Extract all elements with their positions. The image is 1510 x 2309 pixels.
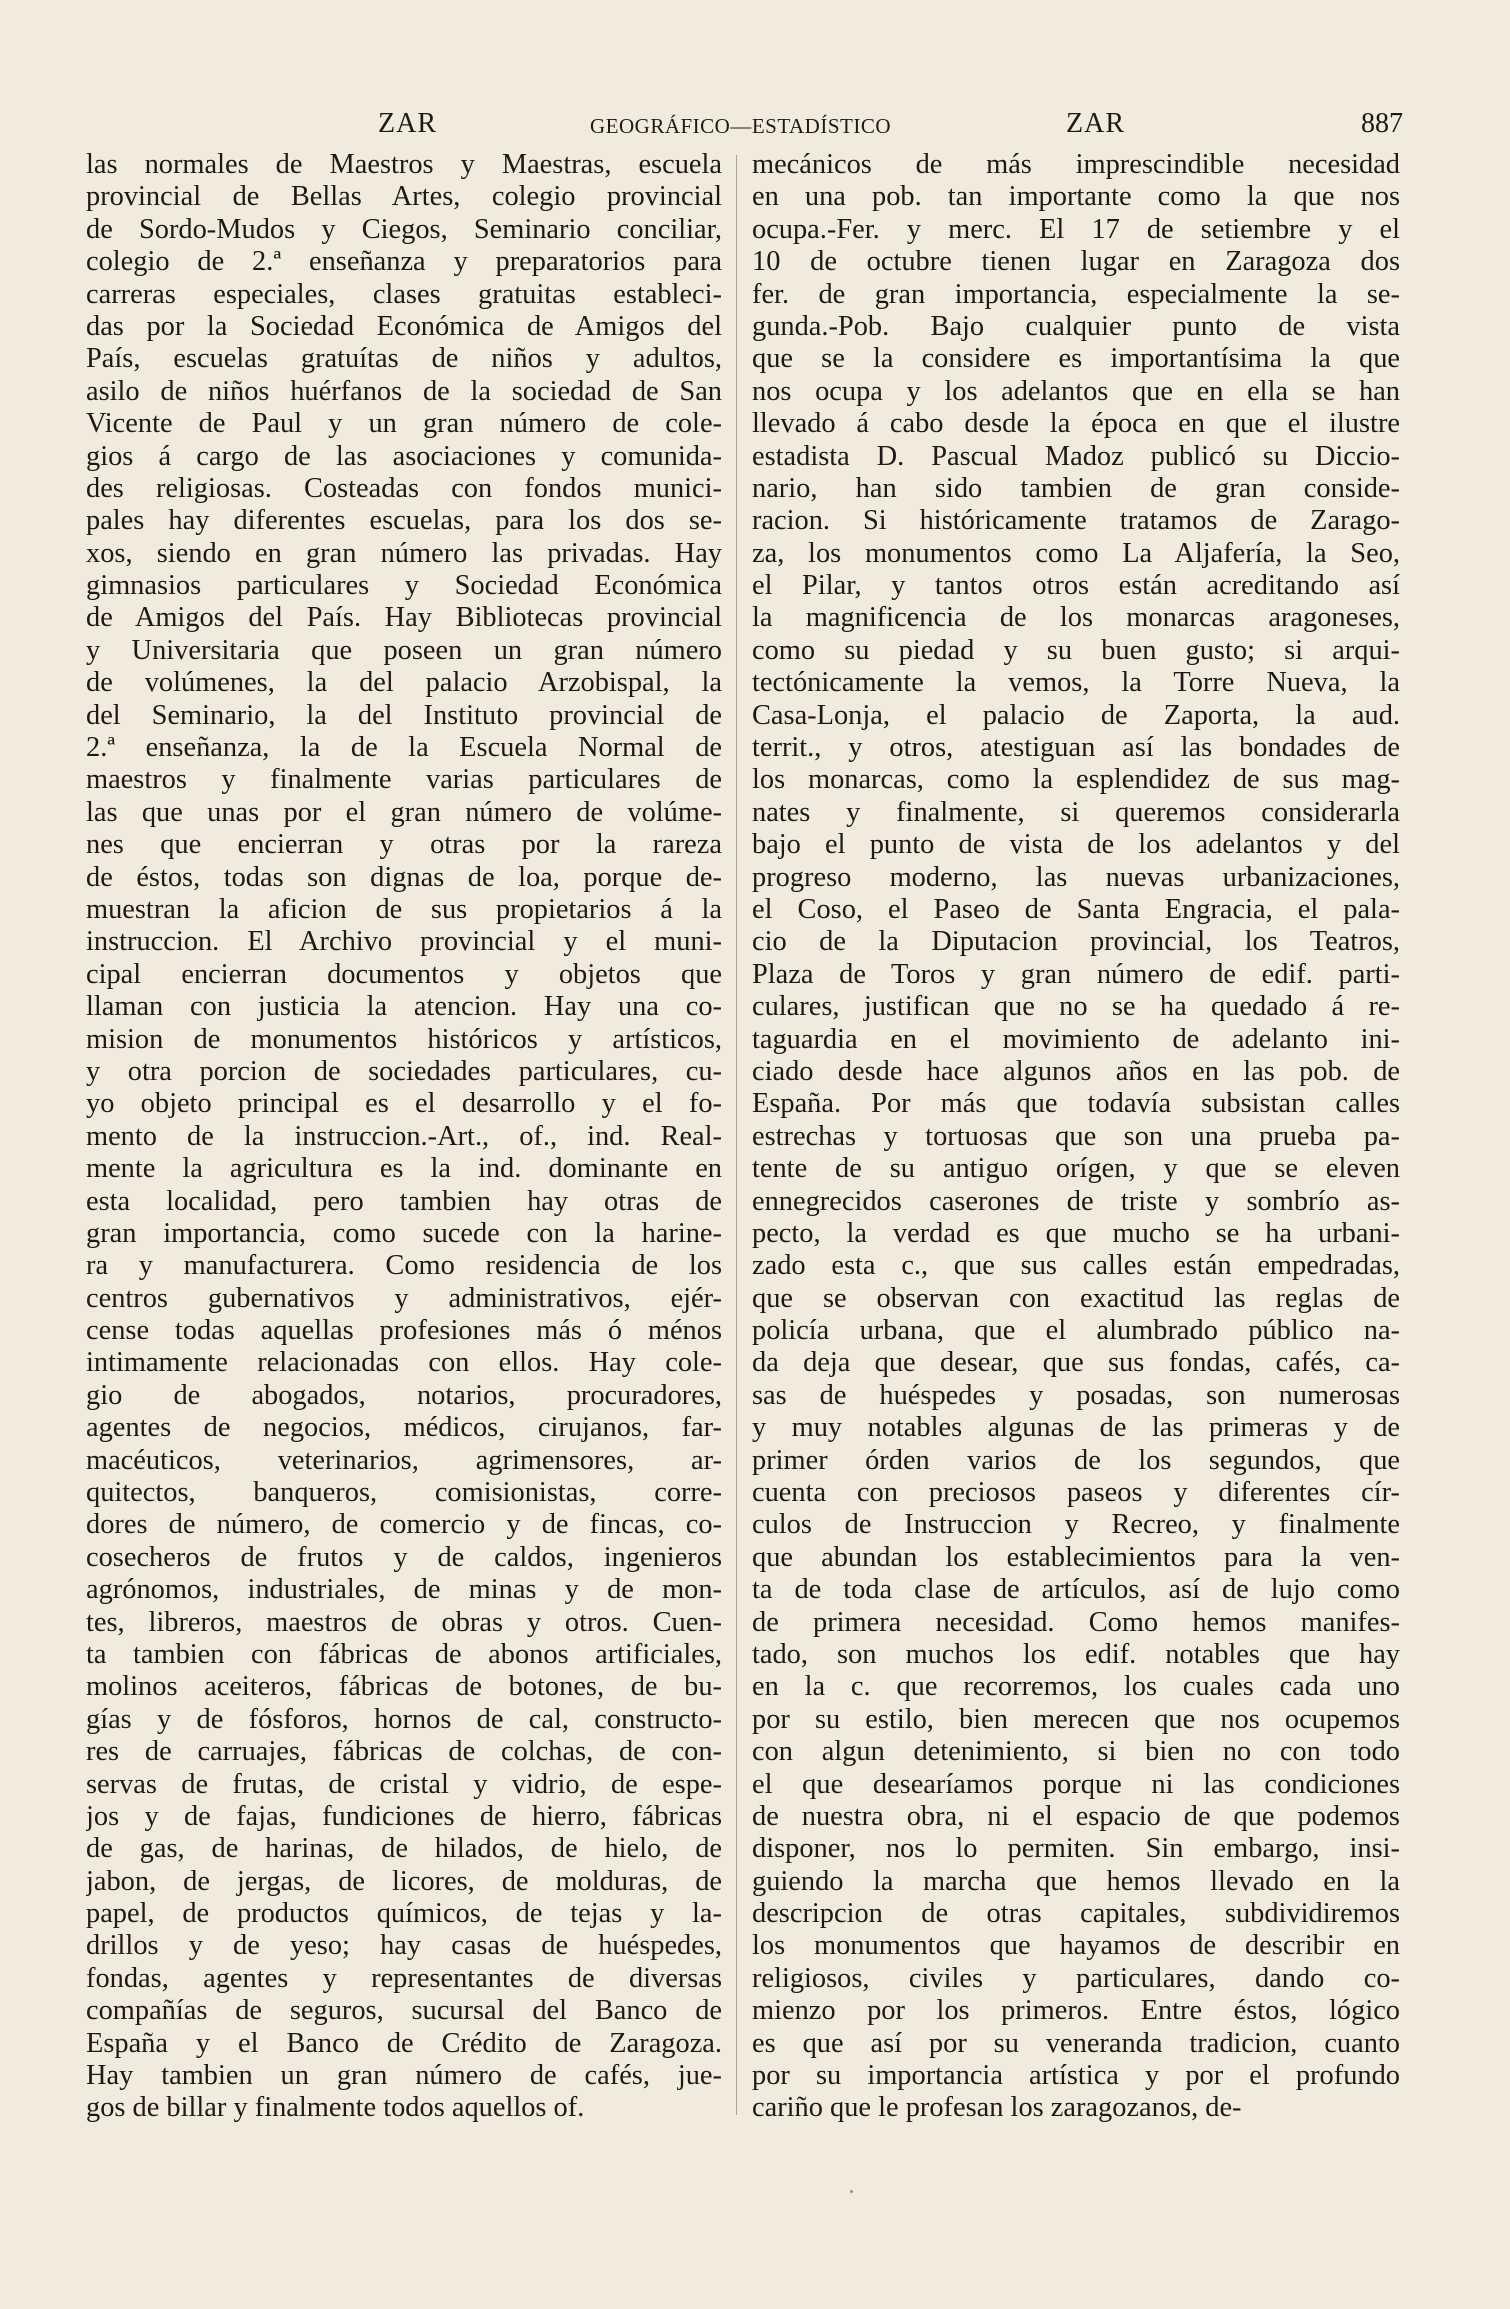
text-line: gimnasios particulares y Sociedad Económica	[86, 570, 722, 602]
text-line: yo objeto principal es el desarrollo y el fo-	[86, 1088, 722, 1120]
left-column	[86, 149, 722, 2125]
text-line: de volúmenes, la del palacio Arzobispal, la	[86, 667, 722, 699]
text-line: con algun detenimiento, si bien no con todo	[752, 1736, 1400, 1768]
text-line: Vicente de Paul y un gran número de cole-	[86, 408, 722, 440]
text-line: cariño que le profesan los zaragozanos, de-	[752, 2092, 1242, 2124]
text-line: 2.ª enseñanza, la de la Escuela Normal de	[86, 732, 722, 764]
text-line: de primera necesidad. Como hemos manifes-	[752, 1606, 1400, 1638]
text-line: como su piedad y su buen gusto; si arqui-	[752, 634, 1400, 666]
text-line: jos y de fajas, fundiciones de hierro, fábricas	[86, 1800, 722, 1832]
text-line: nos ocupa y los adelantos que en ella se han	[752, 375, 1400, 407]
text-line: tes, libreros, maestros de obras y otros. Cuen-	[86, 1606, 722, 1638]
text-line: los monumentos que hayamos de describir en	[752, 1930, 1400, 1962]
text-line: cipal encierran documentos y objetos que	[86, 958, 722, 990]
text-line: el Pilar, y tantos otros están acreditando así	[752, 570, 1400, 602]
text-line: sas de huéspedes y posadas, son numerosas	[752, 1379, 1400, 1411]
text-line: esta localidad, pero tambien hay otras de	[86, 1185, 722, 1217]
text-line: tado, son muchos los edif. notables que hay	[752, 1638, 1400, 1670]
text-line: en la c. que recorremos, los cuales cada uno	[752, 1671, 1400, 1703]
text-line: estrechas y tortuosas que son una prueba pa-	[752, 1120, 1400, 1152]
text-line: instruccion. El Archivo provincial y el muni-	[86, 926, 722, 958]
text-line: ta tambien con fábricas de abonos artificiales,	[86, 1638, 722, 1670]
text-line: gios á cargo de las asociaciones y comunida-	[86, 440, 722, 472]
text-line: de éstos, todas son dignas de loa, porque de-	[86, 861, 722, 893]
text-line: agentes de negocios, médicos, cirujanos, far-	[86, 1412, 722, 1444]
running-header	[86, 108, 1406, 148]
text-line: macéuticos, veterinarios, agrimensores, ar-	[86, 1444, 722, 1476]
text-line: guiendo la marcha que hemos llevado en la	[752, 1865, 1400, 1897]
text-line: que se la considere es importantísima la que	[752, 343, 1400, 375]
text-line: das por la Sociedad Económica de Amigos del	[86, 310, 722, 342]
text-line: España. Por más que todavía subsistan calles	[752, 1088, 1400, 1120]
text-line: taguardia en el movimiento de adelanto ini-	[752, 1023, 1400, 1055]
text-line: zado esta c., que sus calles están empedradas,	[752, 1250, 1400, 1282]
text-line: jabon, de jergas, de licores, de molduras, de	[86, 1865, 722, 1897]
text-line: agrónomos, industriales, de minas y de mon-	[86, 1574, 722, 1606]
text-line: progreso moderno, las nuevas urbanizaciones,	[752, 861, 1400, 893]
text-line: y otra porcion de sociedades particulares, cu-	[86, 1055, 722, 1087]
text-line: quitectos, banqueros, comisionistas, corre-	[86, 1477, 722, 1509]
text-line: cosecheros de frutos y de caldos, ingenieros	[86, 1541, 722, 1573]
text-line: centros gubernativos y administrativos, ejér-	[86, 1282, 722, 1314]
text-line: ocupa.-Fer. y merc. El 17 de setiembre y el	[752, 213, 1400, 245]
text-line: 10 de octubre tienen lugar en Zaragoza dos	[752, 246, 1400, 278]
text-line: des religiosas. Costeadas con fondos munici-	[86, 472, 722, 504]
text-line: gunda.-Pob. Bajo cualquier punto de vista	[752, 310, 1400, 342]
text-line: de nuestra obra, ni el espacio de que podemos	[752, 1800, 1400, 1832]
text-line: za, los monumentos como La Aljafería, la Seo,	[752, 537, 1400, 569]
text-line: llevado á cabo desde la época en que el ilustre	[752, 408, 1400, 440]
text-line: Casa-Lonja, el palacio de Zaporta, la aud.	[752, 699, 1400, 731]
text-line: es que así por su veneranda tradicion, cuanto	[752, 2027, 1400, 2059]
text-line: del Seminario, la del Instituto provincial de	[86, 699, 722, 731]
text-line: da deja que desear, que sus fondas, cafés, ca-	[752, 1347, 1400, 1379]
text-line: provincial de Bellas Artes, colegio provincial	[86, 181, 722, 213]
text-line: ciado desde hace algunos años en las pob. de	[752, 1055, 1400, 1087]
text-line: ennegrecidos caserones de triste y sombrío as-	[752, 1185, 1400, 1217]
header-left-word: ZAR	[378, 108, 437, 139]
text-line: nates y finalmente, si queremos considerarla	[752, 796, 1400, 828]
text-line: disponer, nos lo permiten. Sin embargo, insi-	[752, 1833, 1400, 1865]
text-line: cuenta con preciosos paseos y diferentes cír-	[752, 1477, 1400, 1509]
header-right-word: ZAR	[1066, 108, 1125, 139]
text-line: mienzo por los primeros. Entre éstos, lógico	[752, 1995, 1400, 2027]
column-divider	[736, 155, 737, 2115]
text-line: las normales de Maestros y Maestras, escuela	[86, 149, 722, 180]
text-line: cio de la Diputacion provincial, los Teatros,	[752, 926, 1400, 958]
text-line: religiosos, civiles y particulares, dando co-	[752, 1962, 1400, 1994]
text-line: res de carruajes, fábricas de colchas, de con-	[86, 1736, 722, 1768]
text-line: Plaza de Toros y gran número de edif. parti-	[752, 958, 1400, 990]
text-line: cense todas aquellas profesiones más ó ménos	[86, 1315, 722, 1347]
text-line: de Sordo-Mudos y Ciegos, Seminario conciliar,	[86, 213, 722, 245]
text-line: gio de abogados, notarios, procuradores,	[86, 1379, 722, 1411]
text-line: las que unas por el gran número de volúme-	[86, 796, 722, 828]
text-line: el Coso, el Paseo de Santa Engracia, el pala-	[752, 893, 1400, 925]
text-line: dores de número, de comercio y de fincas, co-	[86, 1509, 722, 1541]
text-line: gías y de fósforos, hornos de cal, constructo-	[86, 1703, 722, 1735]
text-line: fondas, agentes y representantes de diversas	[86, 1962, 722, 1994]
text-line: que abundan los establecimientos para la ven-	[752, 1541, 1400, 1573]
text-line: culos de Instruccion y Recreo, y finalmente	[752, 1509, 1400, 1541]
text-line: colegio de 2.ª enseñanza y preparatorios para	[86, 246, 722, 278]
text-line: ta de toda clase de artículos, así de lujo como	[752, 1574, 1400, 1606]
text-line: por su estilo, bien merecen que nos ocupemos	[752, 1703, 1400, 1735]
text-line: mecánicos de más imprescindible necesidad	[752, 149, 1400, 180]
text-line: nario, han sido tambien de gran conside-	[752, 472, 1400, 504]
text-line: que se observan con exactitud las reglas de	[752, 1282, 1400, 1314]
right-column	[752, 149, 1400, 2125]
text-line: la magnificencia de los monarcas aragoneses,	[752, 602, 1400, 634]
text-line: gos de billar y finalmente todos aquellos of.	[86, 2092, 585, 2124]
text-line: servas de frutas, de cristal y vidrio, de espe-	[86, 1768, 722, 1800]
text-line: asilo de niños huérfanos de la sociedad de San	[86, 375, 722, 407]
text-line: pales hay diferentes escuelas, para los dos se-	[86, 505, 722, 537]
paper-speck	[850, 2190, 853, 2193]
text-line: en una pob. tan importante como la que nos	[752, 181, 1400, 213]
text-line: Hay tambien un gran número de cafés, jue-	[86, 2060, 722, 2092]
text-line: llaman con justicia la atencion. Hay una co-	[86, 991, 722, 1023]
text-line: España y el Banco de Crédito de Zaragoza.	[86, 2027, 722, 2059]
text-line: mision de monumentos históricos y artísticos,	[86, 1023, 722, 1055]
text-line: de gas, de harinas, de hilados, de hielo, de	[86, 1833, 722, 1865]
text-line: maestros y finalmente varias particulares de	[86, 764, 722, 796]
text-line: descripcion de otras capitales, subdividiremos	[752, 1898, 1400, 1930]
text-line: primer órden varios de los segundos, que	[752, 1444, 1400, 1476]
text-line: territ., y otros, atestiguan así las bondades de	[752, 732, 1400, 764]
text-line: bajo el punto de vista de los adelantos y del	[752, 829, 1400, 861]
text-line: compañías de seguros, sucursal del Banco de	[86, 1995, 722, 2027]
text-line: gran importancia, como sucede con la harine-	[86, 1217, 722, 1249]
text-line: xos, siendo en gran número las privadas. Hay	[86, 537, 722, 569]
text-line: racion. Si históricamente tratamos de Zarago-	[752, 505, 1400, 537]
text-line: por su importancia artística y por el profundo	[752, 2060, 1400, 2092]
text-line: País, escuelas gratuítas de niños y adultos,	[86, 343, 722, 375]
text-line: papel, de productos químicos, de tejas y la-	[86, 1898, 722, 1930]
text-line: culares, justifican que no se ha quedado á re-	[752, 991, 1400, 1023]
text-line: policía urbana, que el alumbrado público na-	[752, 1315, 1400, 1347]
text-line: molinos aceiteros, fábricas de botones, de bu-	[86, 1671, 722, 1703]
text-line: y Universitaria que poseen un gran número	[86, 634, 722, 666]
text-line: tectónicamente la vemos, la Torre Nueva, la	[752, 667, 1400, 699]
text-line: el que desearíamos porque ni las condiciones	[752, 1768, 1400, 1800]
text-line: y muy notables algunas de las primeras y de	[752, 1412, 1400, 1444]
text-line: los monarcas, como la esplendidez de sus mag-	[752, 764, 1400, 796]
text-line: nes que encierran y otras por la rareza	[86, 829, 722, 861]
header-title: GEOGRÁFICO—ESTADÍSTICO	[590, 114, 891, 138]
text-line: drillos y de yeso; hay casas de huéspedes,	[86, 1930, 722, 1962]
text-line: intimamente relacionadas con ellos. Hay cole-	[86, 1347, 722, 1379]
text-line: estadista D. Pascual Madoz publicó su Diccio-	[752, 440, 1400, 472]
text-line: tente de su antiguo orígen, y que se eleven	[752, 1153, 1400, 1185]
text-line: de Amigos del País. Hay Bibliotecas provincial	[86, 602, 722, 634]
text-line: muestran la aficion de sus propietarios á la	[86, 893, 722, 925]
page-number: 887	[1361, 108, 1403, 139]
text-line: ra y manufacturera. Como residencia de los	[86, 1250, 722, 1282]
text-line: mento de la instruccion.-Art., of., ind. Real-	[86, 1120, 722, 1152]
text-line: fer. de gran importancia, especialmente la se-	[752, 278, 1400, 310]
text-line: pecto, la verdad es que mucho se ha urbani-	[752, 1217, 1400, 1249]
text-line: mente la agricultura es la ind. dominante en	[86, 1153, 722, 1185]
text-line: carreras especiales, clases gratuitas estableci-	[86, 278, 722, 310]
